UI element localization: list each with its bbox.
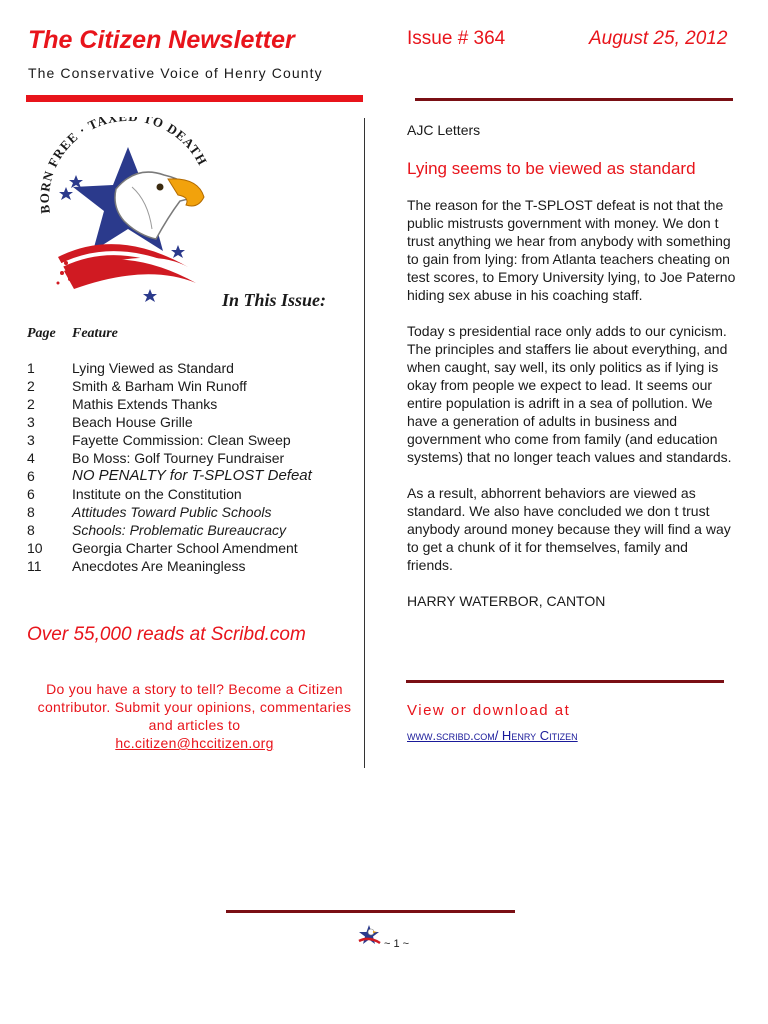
scribd-download-link[interactable]: www.scribd.com/ Henry Citizen: [407, 728, 578, 743]
contributor-email-link[interactable]: hc.citizen@hccitizen.org: [115, 735, 274, 751]
article-section: AJC Letters: [407, 122, 481, 138]
footer-rule: [226, 910, 515, 913]
toc-page: 11: [27, 558, 42, 574]
toc-feature: Georgia Charter School Amendment: [72, 540, 298, 556]
toc-feature: Attitudes Toward Public Schools: [72, 504, 272, 520]
article-paragraph: Today s presidential race only adds to our cynicism. The principles and staffers lie about everything, and when caught, say well, its only politics as if lying is okay from people we expect to lead. It seems our entire population is adrift in a sea of pollution. We have a generation of adults in business and government who come from family (and education systems) that no longer teach values and standards.: [407, 323, 732, 465]
toc-page: 3: [27, 414, 35, 430]
toc-page: 2: [27, 396, 35, 412]
page-number: ~ 1 ~: [384, 938, 410, 950]
toc-page: 8: [27, 522, 35, 538]
toc-page: 2: [27, 378, 35, 394]
toc-page: 6: [27, 468, 35, 484]
table-of-contents: [27, 359, 357, 575]
toc-row: [27, 485, 357, 503]
logo-arc-text: BORN FREE · TAX TO DEATH: [36, 117, 211, 215]
toc-feature: Lying Viewed as Standard: [72, 360, 234, 376]
contributor-text: Do you have a story to tell? Become a Citizen contributor. Submit your opinions, commentaries and articles to: [37, 681, 352, 733]
toc-page: 10: [27, 540, 43, 556]
toc-feature: Smith & Barham Win Runoff: [72, 378, 247, 394]
article-signature: HARRY WATERBOR, CANTON: [407, 593, 606, 609]
toc-row: [27, 359, 357, 377]
eagle-star-mini-icon: [356, 922, 382, 948]
article-headline: Lying seems to be viewed as standard: [407, 159, 696, 178]
column-divider: [364, 118, 365, 768]
toc-col-feature: Feature: [72, 326, 118, 341]
issue-date: August 25, 2012: [589, 28, 728, 49]
toc-row: [27, 557, 357, 575]
toc-row: [27, 395, 357, 413]
mini-logo-icon: [356, 922, 382, 948]
toc-row: [27, 539, 357, 557]
scribd-reads-promo: Over 55,000 reads at Scribd.com: [27, 624, 306, 645]
contributor-callout: [27, 680, 362, 752]
article-paragraph: As a result, abhorrent behaviors are viewed as standard. We also have concluded we don t trust anybody around money because they will find a way to get a chunk of it for themselves, family and friends.: [407, 485, 731, 573]
toc-feature: Anecdotes Are Meaningless: [72, 558, 246, 574]
toc-page: 4: [27, 450, 35, 466]
toc-row: [27, 467, 357, 485]
newsletter-tagline: The Conservative Voice of Henry County: [28, 65, 323, 81]
issue-number: Issue # 364: [407, 28, 506, 49]
toc-page: 3: [27, 432, 35, 448]
toc-page: 8: [27, 504, 35, 520]
article-paragraph: The reason for the T-SPLOST defeat is not that the public mistrusts government with money. We don t trust anything we hear from anybody with something to gain from lying: from Atlanta teachers cheating on test scores, to Emory University lying, to Joe Paterno hiding sex abuse in his coaching staff.: [407, 197, 736, 303]
eagle-logo-icon: [28, 117, 223, 307]
download-rule: [406, 680, 724, 683]
toc-feature: Bo Moss: Golf Tourney Fundraiser: [72, 450, 285, 466]
toc-row: [27, 431, 357, 449]
newsletter-title: The Citizen Newsletter: [28, 26, 295, 54]
toc-feature: Mathis Extends Thanks: [72, 396, 218, 412]
toc-page: 1: [27, 360, 35, 376]
toc-row: [27, 377, 357, 395]
in-this-issue-heading: In This Issue:: [222, 290, 327, 310]
download-label: View or download at: [407, 702, 571, 719]
toc-row: [27, 413, 357, 431]
toc-feature: NO PENALTY for T-SPLOST Defeat: [72, 467, 312, 484]
eagle-star-flag-logo: [28, 117, 223, 307]
toc-row: [27, 449, 357, 467]
toc-feature: Fayette Commission: Clean Sweep: [72, 432, 291, 448]
toc-column-headers: [27, 326, 118, 342]
article-body: [407, 196, 737, 628]
header-red-rule: [26, 95, 363, 102]
toc-feature: Beach House Grille: [72, 414, 193, 430]
header-dark-rule: [415, 98, 733, 101]
toc-page: 6: [27, 486, 35, 502]
toc-row: [27, 503, 357, 521]
toc-feature: Schools: Problematic Bureaucracy: [72, 522, 286, 538]
toc-row: [27, 521, 357, 539]
toc-feature: Institute on the Constitution: [72, 486, 242, 502]
toc-col-page: Page: [27, 326, 56, 341]
